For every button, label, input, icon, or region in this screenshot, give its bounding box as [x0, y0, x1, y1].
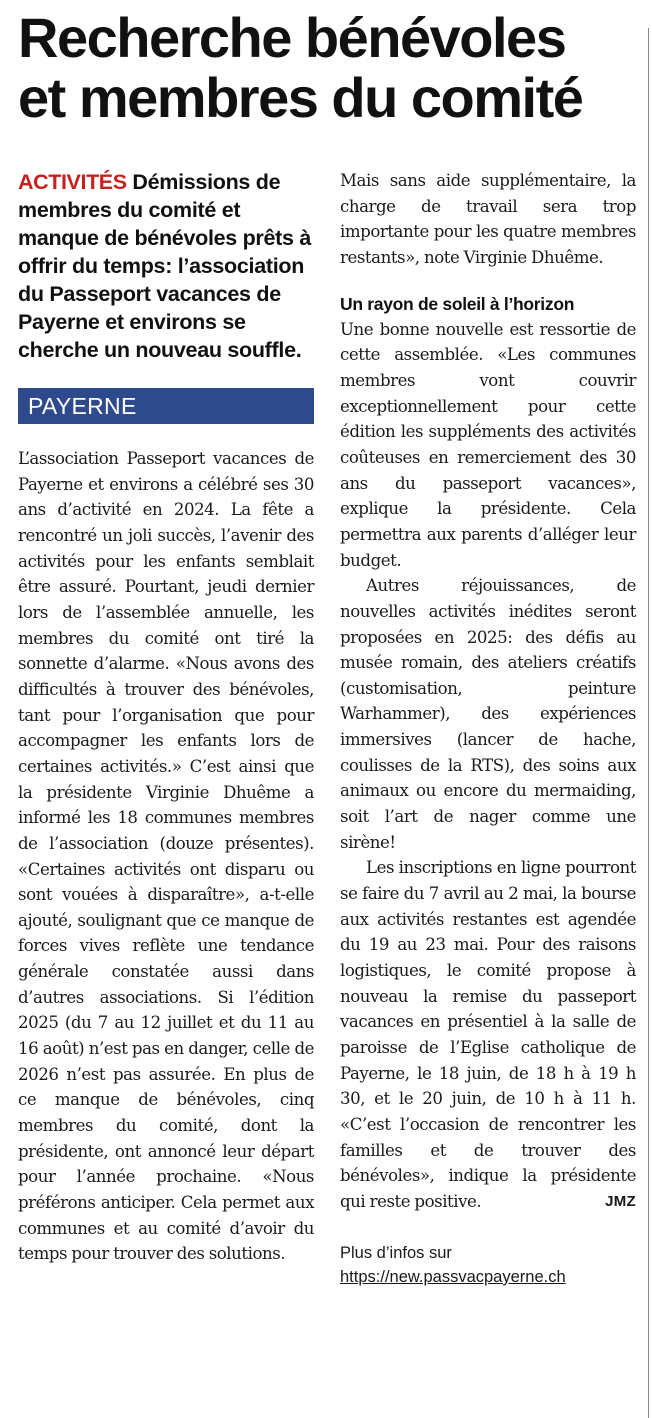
body-paragraph-2: Mais sans aide supplémentaire, la charge de travail sera trop importante pour les quatre membres restants», note Virginie Dhuême. — [340, 171, 636, 267]
body-paragraph-4: Autres réjouissances, de nouvelles activités inédites seront proposées en 2025: des défis au musée romain, des ateliers créatifs (customisation, peinture Warhammer), des expériences immersives (lancer de hache, coulisses de la RTS), des soins aux animaux ou encore du mermaiding, soit l’art de nager comme une sirène! — [340, 576, 636, 852]
more-info — [340, 1241, 636, 1289]
body-paragraph-1: L’association Passeport vacances de Payerne et environs a célébré ses 30 ans d’activité en 2024. La fête a rencontré un joli succès, l’avenir des activités pour les enfants semblait être assuré. Pourtant, jeudi dernier lors de l’assemblée annuelle, les membres du comité ont tiré la sonnette d’alarme. «Nous avons des difficultés à trouver des bénévoles, tant pour l’organisation que pour accompagner les enfants lors de certaines activités.» C’est ainsi que la présidente Virginie Dhuême a informé les 18 communes membres de l’association (douze présentes). «Certaines activités ont disparu ou sont vouées à disparaître», a-t-elle ajouté, soulignant que ce manque de forces vives reflète une tendance générale constatée aussi dans d’autres associations. Si l’édition 2025 (du 7 au 12 juillet et du 11 au 16 août) n’est pas en danger, celle de 2026 n’est pas assurée. En plus de ce manque de bénévoles, cinq membres du comité, dont la présidente, ont annoncé leur départ pour l’année prochaine. «Nous préférons anticiper. Cela permet aux communes et au comité d’avoir du temps pour trouver des solutions. — [18, 449, 314, 1264]
left-column — [18, 168, 314, 1267]
more-info-label: Plus d’infos sur — [340, 1243, 452, 1262]
body-paragraph-3: Une bonne nouvelle est ressortie de cette assemblée. «Les communes membres vont couvrir exceptionnellement pour cette édition les suppléments des activités coûteuses en remerciement des 30 ans du passeport vacances», explique la présidente. Cela permettra aux parents d’alléger leur budget. — [340, 319, 636, 570]
website-link[interactable]: https://new.passvacpayerne.ch — [340, 1267, 566, 1286]
headline-line-1: Recherche bénévoles — [18, 6, 566, 69]
subhead: Un rayon de soleil à l’horizon — [340, 293, 575, 314]
kicker: ACTIVITÉS — [18, 170, 127, 194]
body-paragraph-5 — [340, 855, 636, 1214]
article-headline — [18, 8, 648, 128]
body-paragraph-5-text: Les inscriptions en ligne pourront se faire du 7 avril au 2 mai, la bourse aux activités restantes est agendée du 19 au 23 mai. Pour des raisons logistiques, le comité propose à nouveau la remise du passeport vacances en présentiel à la salle de paroisse de l’Eglise catholique de Payerne, le 18 juin, de 18 h à 19 h 30, et le 20 juin, de 10 h à 11 h. «C’est l’occasion de rencontrer les familles et de trouver des bénévoles», indique la présidente qui reste positive. — [340, 858, 636, 1211]
right-column — [340, 168, 636, 1289]
lead-text: Démissions de membres du comité et manque de bénévoles prêts à offrir du temps: l’association du Passeport vacances de Payerne et environs se cherche un nouveau souffle. — [18, 170, 312, 362]
headline-line-2: et membres du comité — [18, 66, 583, 129]
article-lead — [18, 168, 314, 364]
column-rule — [648, 28, 649, 1418]
byline: JMZ — [605, 1192, 636, 1210]
placeline: PAYERNE — [28, 392, 137, 419]
placeline-bar — [18, 388, 314, 424]
